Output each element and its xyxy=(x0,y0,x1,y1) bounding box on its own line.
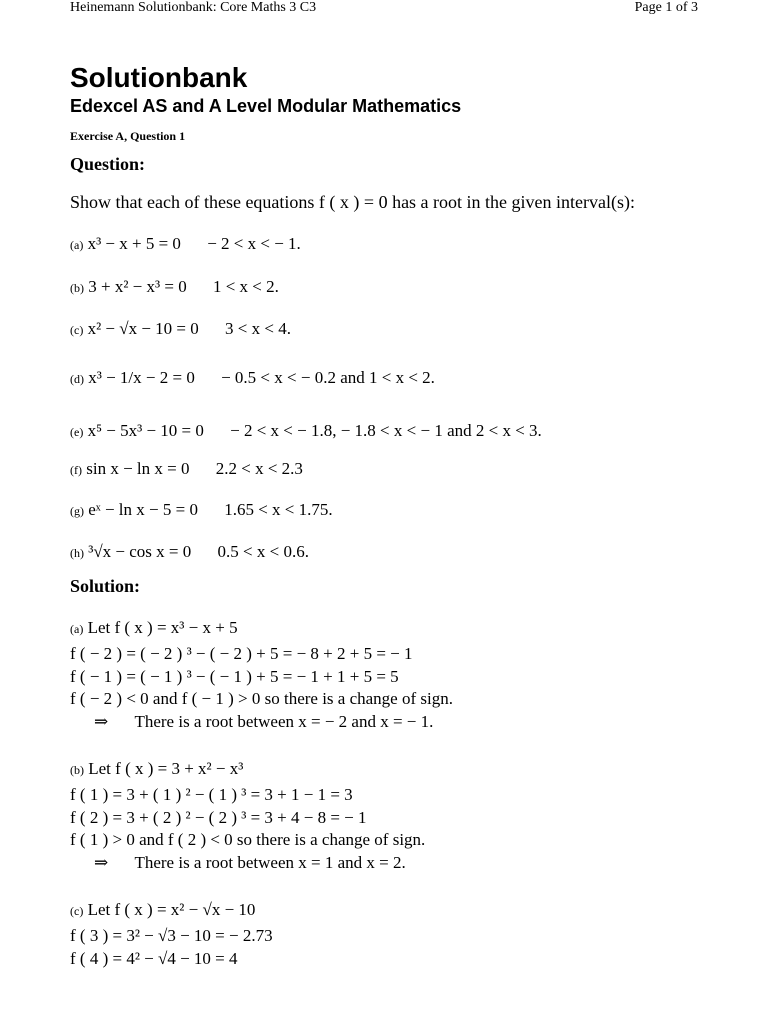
solution-heading: Solution: xyxy=(70,576,141,596)
part-equation: sin x − ln x = 0 xyxy=(86,459,190,478)
part-interval: 2.2 < x < 2.3 xyxy=(215,459,303,478)
part-label: (g) xyxy=(70,504,84,518)
conclusion-text: There is a root between x = − 2 and x = − 1. xyxy=(134,712,434,731)
part-interval: − 2 < x < − 1.8, − 1.8 < x < − 1 and 2 < x < 3. xyxy=(230,421,542,440)
solution-b-let xyxy=(70,759,243,779)
solution-a-line-3: f ( − 2 ) < 0 and f ( − 1 ) > 0 so there is a change of sign. xyxy=(70,689,453,708)
solution-b-line-3: f ( 1 ) > 0 and f ( 2 ) < 0 so there is a change of sign. xyxy=(70,830,426,849)
part-equation: x³ − 1/x − 2 = 0 xyxy=(88,368,195,387)
header-page-number: Page 1 of 3 xyxy=(634,0,698,15)
part-equation: 3 + x² − x³ = 0 xyxy=(88,277,187,296)
solution-a-conclusion xyxy=(94,712,433,732)
exercise-label: Exercise A, Question 1 xyxy=(70,129,186,143)
part-equation: eˣ − ln x − 5 = 0 xyxy=(88,500,198,519)
solution-label: (c) xyxy=(70,904,84,918)
part-interval: 1.65 < x < 1.75. xyxy=(224,500,333,519)
solution-let: Let f ( x ) = 3 + x² − x³ xyxy=(88,759,244,778)
question-intro: Show that each of these equations f ( x ) = 0 has a root in the given interval(s): xyxy=(70,192,635,212)
implies-arrow: ⇒ xyxy=(94,853,109,872)
part-interval: 1 < x < 2. xyxy=(212,277,279,296)
solution-c-line-2: f ( 4 ) = 4² − √4 − 10 = 4 xyxy=(70,949,238,968)
conclusion-text: There is a root between x = 1 and x = 2. xyxy=(134,853,406,872)
solution-label: (b) xyxy=(70,763,84,777)
solution-a-line-2: f ( − 1 ) = ( − 1 ) ³ − ( − 1 ) + 5 = − 1 + 1 + 5 = 5 xyxy=(70,667,399,686)
part-f xyxy=(70,459,303,479)
part-label: (f) xyxy=(70,463,82,477)
header-source: Heinemann Solutionbank: Core Maths 3 C3 xyxy=(70,0,317,15)
solution-b-line-2: f ( 2 ) = 3 + ( 2 ) ² − ( 2 ) ³ = 3 + 4 − 8 = − 1 xyxy=(70,808,367,827)
solution-b-conclusion xyxy=(94,853,406,873)
part-label: (c) xyxy=(70,323,84,337)
part-b xyxy=(70,277,279,297)
part-interval: 0.5 < x < 0.6. xyxy=(217,542,309,561)
page-title: Solutionbank xyxy=(70,62,248,93)
part-label: (a) xyxy=(70,238,84,252)
part-a xyxy=(70,234,301,254)
part-c xyxy=(70,319,291,339)
part-interval: − 0.5 < x < − 0.2 and 1 < x < 2. xyxy=(221,368,435,387)
part-equation: ³√x − cos x = 0 xyxy=(88,542,192,561)
part-g xyxy=(70,500,333,520)
part-equation: x² − √x − 10 = 0 xyxy=(87,319,199,338)
part-interval: 3 < x < 4. xyxy=(225,319,291,338)
solution-c-let xyxy=(70,900,255,920)
solution-label: (a) xyxy=(70,622,84,636)
implies-arrow: ⇒ xyxy=(94,712,109,731)
part-label: (e) xyxy=(70,425,84,439)
part-e xyxy=(70,421,542,441)
question-heading: Question: xyxy=(70,154,146,174)
solution-b-line-1: f ( 1 ) = 3 + ( 1 ) ² − ( 1 ) ³ = 3 + 1 − 1 = 3 xyxy=(70,785,353,804)
page-subtitle: Edexcel AS and A Level Modular Mathematics xyxy=(70,96,462,116)
part-h xyxy=(70,542,309,562)
solution-let: Let f ( x ) = x³ − x + 5 xyxy=(87,618,238,637)
part-d xyxy=(70,368,435,388)
solution-c-line-1: f ( 3 ) = 3² − √3 − 10 = − 2.73 xyxy=(70,926,273,945)
part-equation: x³ − x + 5 = 0 xyxy=(87,234,181,253)
part-equation: x⁵ − 5x³ − 10 = 0 xyxy=(87,421,204,440)
solution-let: Let f ( x ) = x² − √x − 10 xyxy=(87,900,256,919)
solution-a-let xyxy=(70,618,238,638)
part-label: (h) xyxy=(70,546,84,560)
solution-a-line-1: f ( − 2 ) = ( − 2 ) ³ − ( − 2 ) + 5 = − 8 + 2 + 5 = − 1 xyxy=(70,644,413,663)
part-label: (d) xyxy=(70,372,84,386)
part-interval: − 2 < x < − 1. xyxy=(207,234,301,253)
part-label: (b) xyxy=(70,281,84,295)
